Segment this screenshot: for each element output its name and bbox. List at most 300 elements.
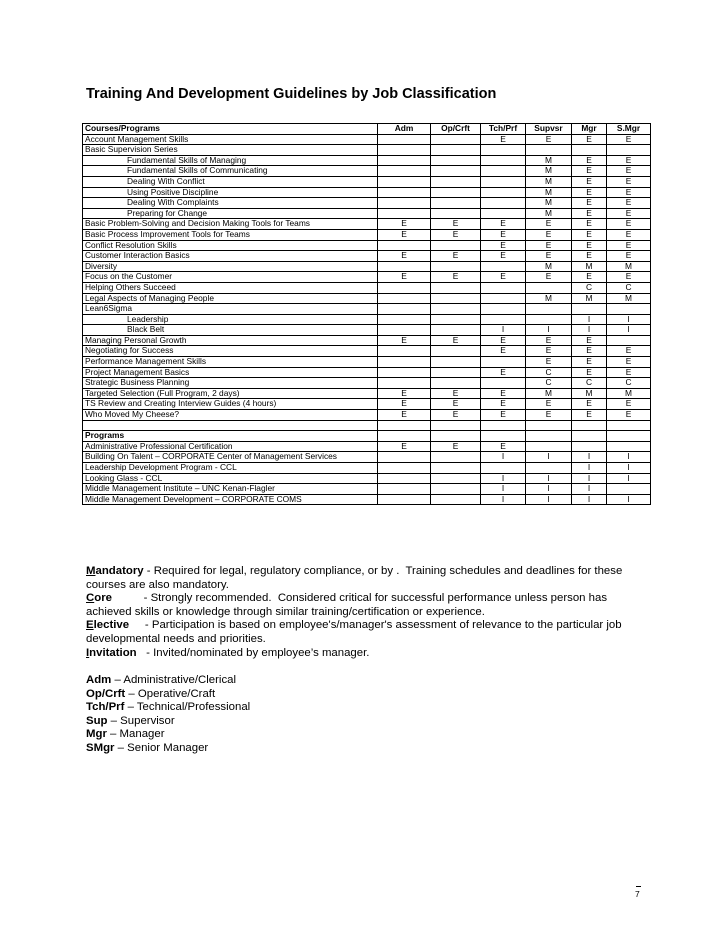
- classification-cell: M: [572, 388, 607, 399]
- abbreviation-meaning: – Senior Manager: [114, 741, 209, 754]
- classification-cell: [431, 431, 481, 442]
- classification-cell: [378, 134, 431, 145]
- classification-cell: E: [607, 399, 651, 410]
- classification-cell: E: [607, 229, 651, 240]
- classification-cell: [378, 473, 431, 484]
- abbreviation-code: Tch/Prf: [86, 701, 125, 714]
- abbreviation-meaning: – Operative/Craft: [125, 687, 216, 700]
- course-classification-table: [82, 123, 651, 505]
- classification-cell: E: [481, 229, 526, 240]
- table-row: [83, 272, 651, 283]
- classification-cell: C: [607, 378, 651, 389]
- classification-cell: [378, 304, 431, 315]
- classification-cell: [378, 261, 431, 272]
- classification-cell: I: [572, 484, 607, 495]
- classification-cell: [526, 304, 572, 315]
- classification-cell: E: [431, 251, 481, 262]
- table-row: [83, 176, 651, 187]
- classification-cell: E: [431, 335, 481, 346]
- classification-cell: [431, 420, 481, 431]
- course-name-cell: Focus on the Customer: [83, 272, 378, 283]
- classification-cell: [431, 282, 481, 293]
- abbreviation-meaning: – Manager: [106, 728, 165, 741]
- legend-term: Core: [86, 592, 112, 605]
- table-row: [83, 304, 651, 315]
- classification-cell: E: [481, 399, 526, 410]
- course-name-cell: Negotiating for Success: [83, 346, 378, 357]
- classification-cell: [378, 494, 431, 505]
- table-row: [83, 219, 651, 230]
- course-name-cell: [83, 420, 378, 431]
- classification-cell: E: [607, 176, 651, 187]
- classification-cell: E: [607, 208, 651, 219]
- classification-cell: I: [481, 494, 526, 505]
- classification-cell: [526, 420, 572, 431]
- classification-cell: [607, 441, 651, 452]
- classification-cell: E: [526, 272, 572, 283]
- classification-cell: [481, 208, 526, 219]
- abbreviation-meaning: – Supervisor: [107, 714, 175, 727]
- classification-cell: [378, 378, 431, 389]
- course-name-cell: Fundamental Skills of Managing: [83, 155, 378, 166]
- classification-cell: E: [526, 219, 572, 230]
- table-row: [83, 441, 651, 452]
- classification-cell: E: [526, 346, 572, 357]
- classification-cell: E: [526, 134, 572, 145]
- classification-cell: E: [572, 176, 607, 187]
- classification-cell: E: [607, 272, 651, 283]
- classification-cell: [378, 282, 431, 293]
- classification-cell: E: [572, 346, 607, 357]
- course-name-cell: Leadership: [83, 314, 378, 325]
- table-row: [83, 484, 651, 495]
- classification-cell: [481, 198, 526, 209]
- legend-elective: Elective - Participation is based on employee's/manager's assessment of relevance to the particular job developmental needs and priorities.: [86, 619, 625, 645]
- classification-cell: E: [607, 357, 651, 368]
- classification-cell: [378, 452, 431, 463]
- classification-cell: E: [431, 272, 481, 283]
- classification-cell: E: [378, 335, 431, 346]
- classification-cell: E: [572, 240, 607, 251]
- table-row: [83, 335, 651, 346]
- classification-cell: I: [526, 325, 572, 336]
- table-row: [83, 410, 651, 421]
- classification-cell: [378, 208, 431, 219]
- classification-cell: [378, 293, 431, 304]
- classification-cell: E: [378, 441, 431, 452]
- classification-cell: [378, 166, 431, 177]
- classification-cell: I: [481, 452, 526, 463]
- abbreviation-item: [86, 728, 250, 742]
- classification-cell: M: [607, 388, 651, 399]
- classification-cell: I: [572, 473, 607, 484]
- table-row: [83, 473, 651, 484]
- classification-cell: C: [526, 367, 572, 378]
- page-title: Training And Development Guidelines by Job Classification: [86, 86, 497, 102]
- course-name-cell: Basic Problem-Solving and Decision Making Tools for Teams: [83, 219, 378, 230]
- classification-cell: M: [526, 293, 572, 304]
- classification-cell: [572, 145, 607, 156]
- classification-cell: [481, 357, 526, 368]
- classification-cell: [431, 452, 481, 463]
- classification-cell: [481, 282, 526, 293]
- table-row: [83, 463, 651, 474]
- classification-cell: [431, 261, 481, 272]
- abbreviation-code: Adm: [86, 674, 112, 686]
- column-header: Courses/Programs: [83, 124, 378, 135]
- course-name-cell: Legal Aspects of Managing People: [83, 293, 378, 304]
- course-name-cell: Using Positive Discipline: [83, 187, 378, 198]
- classification-cell: E: [481, 410, 526, 421]
- classification-cell: E: [481, 346, 526, 357]
- table-row: [83, 134, 651, 145]
- table-row: [83, 388, 651, 399]
- classification-cell: E: [572, 410, 607, 421]
- course-name-cell: Basic Process Improvement Tools for Teams: [83, 229, 378, 240]
- abbreviation-code: Mgr: [86, 728, 107, 741]
- classification-cell: E: [607, 346, 651, 357]
- classification-cell: E: [607, 155, 651, 166]
- classification-cell: E: [572, 357, 607, 368]
- classification-cell: M: [526, 155, 572, 166]
- table-header-row: [83, 124, 651, 135]
- classification-cell: I: [572, 314, 607, 325]
- classification-cell: [378, 357, 431, 368]
- table-row: [83, 187, 651, 198]
- classification-cell: E: [607, 367, 651, 378]
- classification-cell: E: [481, 388, 526, 399]
- classification-cell: I: [526, 484, 572, 495]
- classification-cell: [378, 155, 431, 166]
- classification-cell: E: [572, 166, 607, 177]
- classification-cell: [378, 314, 431, 325]
- classification-cell: E: [607, 198, 651, 209]
- legend-core: Core - Strongly recommended. Considered critical for successful performance unless person has achieved skills or knowledge through similar training/certification or experience.: [86, 592, 611, 618]
- classification-cell: [431, 166, 481, 177]
- column-header: S.Mgr: [607, 124, 651, 135]
- classification-cell: [607, 420, 651, 431]
- abbreviation-meaning: – Administrative/Clerical: [111, 674, 237, 686]
- classification-cell: [481, 431, 526, 442]
- course-name-cell: Middle Management Institute – UNC Kenan-Flagler: [83, 484, 378, 495]
- classification-cell: [431, 155, 481, 166]
- course-name-cell: Building On Talent – CORPORATE Center of Management Services: [83, 452, 378, 463]
- classification-cell: M: [607, 293, 651, 304]
- classification-cell: M: [526, 261, 572, 272]
- classification-cell: I: [607, 452, 651, 463]
- table-row: [83, 431, 651, 442]
- course-name-cell: Performance Management Skills: [83, 357, 378, 368]
- classification-cell: [607, 304, 651, 315]
- abbreviation-list: [86, 674, 250, 756]
- course-name-cell: Helping Others Succeed: [83, 282, 378, 293]
- classification-cell: [526, 314, 572, 325]
- table-row: [83, 282, 651, 293]
- course-name-cell: Conflict Resolution Skills: [83, 240, 378, 251]
- classification-cell: [378, 346, 431, 357]
- classification-cell: E: [481, 219, 526, 230]
- classification-cell: M: [526, 388, 572, 399]
- table-row: [83, 240, 651, 251]
- classification-cell: E: [572, 208, 607, 219]
- column-header: Op/Crft: [431, 124, 481, 135]
- legend-term: Elective: [86, 619, 130, 632]
- classification-cell: M: [607, 261, 651, 272]
- classification-cell: E: [526, 240, 572, 251]
- classification-cell: E: [431, 229, 481, 240]
- course-name-cell: Account Management Skills: [83, 134, 378, 145]
- classification-cell: C: [572, 378, 607, 389]
- classification-cell: [431, 134, 481, 145]
- classification-cell: [481, 378, 526, 389]
- table-row: [83, 399, 651, 410]
- classification-cell: [481, 187, 526, 198]
- classification-cell: [431, 463, 481, 474]
- abbreviation-item: [86, 674, 250, 688]
- course-name-cell: Leadership Development Program - CCL: [83, 463, 378, 474]
- abbreviation-item: [86, 701, 250, 715]
- classification-cell: [431, 176, 481, 187]
- classification-cell: I: [481, 325, 526, 336]
- classification-cell: E: [431, 388, 481, 399]
- abbreviation-code: Sup: [86, 714, 108, 727]
- course-name-cell: Dealing With Complaints: [83, 198, 378, 209]
- classification-cell: E: [378, 251, 431, 262]
- course-name-cell: Basic Supervision Series: [83, 145, 378, 156]
- table-row: [83, 155, 651, 166]
- classification-cell: C: [526, 378, 572, 389]
- classification-cell: I: [607, 473, 651, 484]
- classification-cell: [378, 325, 431, 336]
- column-header: Adm: [378, 124, 431, 135]
- classification-cell: E: [572, 367, 607, 378]
- classification-cell: M: [526, 176, 572, 187]
- classification-cell: [607, 431, 651, 442]
- classification-cell: I: [607, 494, 651, 505]
- classification-cell: [481, 420, 526, 431]
- classification-cell: [431, 494, 481, 505]
- legend-mandatory: Mandatory - Required for legal, regulatory compliance, or by . Training schedules and deadlines for these courses are also mandatory.: [86, 565, 626, 591]
- classification-cell: M: [526, 166, 572, 177]
- classification-cell: E: [572, 335, 607, 346]
- classification-cell: E: [607, 134, 651, 145]
- classification-cell: E: [572, 155, 607, 166]
- classification-cell: E: [607, 240, 651, 251]
- table-row: [83, 378, 651, 389]
- abbreviation-item: [86, 715, 250, 729]
- classification-cell: [607, 335, 651, 346]
- classification-cell: M: [526, 187, 572, 198]
- classification-cell: [526, 463, 572, 474]
- classification-cell: E: [572, 251, 607, 262]
- classification-cell: E: [378, 272, 431, 283]
- classification-cell: [481, 166, 526, 177]
- classification-cell: E: [481, 272, 526, 283]
- classification-cell: I: [481, 473, 526, 484]
- classification-cell: [378, 240, 431, 251]
- course-name-cell: Administrative Professional Certification: [83, 441, 378, 452]
- classification-cell: [526, 145, 572, 156]
- classification-cell: I: [481, 484, 526, 495]
- classification-cell: E: [378, 388, 431, 399]
- classification-cell: E: [481, 134, 526, 145]
- abbreviation-item: [86, 742, 250, 756]
- legend-term: Invitation: [86, 646, 137, 659]
- classification-cell: E: [378, 410, 431, 421]
- classification-cell: E: [607, 187, 651, 198]
- classification-cell: [481, 145, 526, 156]
- classification-cell: E: [431, 410, 481, 421]
- course-name-cell: Dealing With Conflict: [83, 176, 378, 187]
- abbreviation-code: Op/Crft: [86, 687, 126, 700]
- classification-cell: [431, 378, 481, 389]
- course-name-cell: Managing Personal Growth: [83, 335, 378, 346]
- course-name-cell: Customer Interaction Basics: [83, 251, 378, 262]
- classification-cell: E: [378, 399, 431, 410]
- classification-cell: [481, 314, 526, 325]
- classification-cell: I: [572, 452, 607, 463]
- classification-cell: [378, 145, 431, 156]
- classification-cell: E: [572, 272, 607, 283]
- classification-cell: [378, 176, 431, 187]
- classification-cell: I: [607, 325, 651, 336]
- course-name-cell: Targeted Selection (Full Program, 2 days): [83, 388, 378, 399]
- table-row: [83, 145, 651, 156]
- table-row: [83, 229, 651, 240]
- classification-cell: C: [607, 282, 651, 293]
- classification-cell: E: [572, 134, 607, 145]
- table-row: [83, 166, 651, 177]
- course-name-cell: Fundamental Skills of Communicating: [83, 166, 378, 177]
- table-row: [83, 208, 651, 219]
- course-name-cell: Looking Glass - CCL: [83, 473, 378, 484]
- column-header: Mgr: [572, 124, 607, 135]
- classification-cell: [431, 357, 481, 368]
- course-name-cell: Middle Management Development – CORPORATE COMS: [83, 494, 378, 505]
- classification-cell: E: [572, 399, 607, 410]
- classification-cell: [572, 431, 607, 442]
- classification-cell: [526, 431, 572, 442]
- classification-cell: [431, 314, 481, 325]
- classification-cell: E: [526, 357, 572, 368]
- column-header: Supvsr: [526, 124, 572, 135]
- classification-cell: E: [481, 335, 526, 346]
- classification-cell: E: [378, 229, 431, 240]
- table-row: [83, 357, 651, 368]
- classification-cell: [431, 325, 481, 336]
- classification-cell: [431, 208, 481, 219]
- classification-cell: E: [431, 399, 481, 410]
- table-row: [83, 346, 651, 357]
- classification-cell: [431, 484, 481, 495]
- table-row: [83, 367, 651, 378]
- classification-cell: E: [607, 410, 651, 421]
- classification-cell: [378, 431, 431, 442]
- classification-cell: C: [572, 282, 607, 293]
- classification-cell: E: [572, 229, 607, 240]
- classification-cell: E: [526, 335, 572, 346]
- classification-cell: [572, 420, 607, 431]
- classification-cell: [378, 367, 431, 378]
- classification-cell: [481, 176, 526, 187]
- classification-cell: [431, 304, 481, 315]
- classification-cell: M: [572, 261, 607, 272]
- abbreviation-meaning: – Technical/Professional: [124, 701, 251, 714]
- classification-cell: [431, 473, 481, 484]
- course-name-cell: Preparing for Change: [83, 208, 378, 219]
- course-name-cell: Who Moved My Cheese?: [83, 410, 378, 421]
- course-name-cell: Project Management Basics: [83, 367, 378, 378]
- classification-cell: E: [607, 219, 651, 230]
- abbreviation-item: [86, 688, 250, 702]
- classification-cell: E: [431, 441, 481, 452]
- classification-cell: E: [572, 198, 607, 209]
- legend-invitation: Invitation - Invited/nominated by employee’s manager.: [86, 646, 370, 659]
- classification-cell: E: [607, 166, 651, 177]
- classification-cell: I: [526, 452, 572, 463]
- course-name-cell: TS Review and Creating Interview Guides (4 hours): [83, 399, 378, 410]
- table-body: [83, 134, 651, 505]
- classification-cell: I: [526, 473, 572, 484]
- classification-cell: [431, 187, 481, 198]
- table-row: [83, 198, 651, 209]
- classification-cell: [378, 198, 431, 209]
- classification-cell: E: [572, 187, 607, 198]
- classification-cell: [481, 293, 526, 304]
- classification-cell: I: [607, 314, 651, 325]
- classification-cell: [481, 304, 526, 315]
- table-row: [83, 251, 651, 262]
- classification-cell: [607, 145, 651, 156]
- table-row: [83, 314, 651, 325]
- classification-cell: I: [572, 463, 607, 474]
- classification-cell: E: [526, 251, 572, 262]
- classification-cell: E: [526, 399, 572, 410]
- classification-cell: [526, 282, 572, 293]
- course-name-cell: Programs: [83, 431, 378, 442]
- classification-cell: E: [526, 229, 572, 240]
- course-name-cell: Lean6Sigma: [83, 304, 378, 315]
- classification-cell: E: [378, 219, 431, 230]
- classification-cell: [431, 346, 481, 357]
- classification-cell: M: [526, 198, 572, 209]
- table-row: [83, 261, 651, 272]
- classification-cell: [378, 484, 431, 495]
- classification-cell: I: [572, 325, 607, 336]
- abbreviation-code: SMgr: [86, 741, 115, 754]
- table-row: [83, 494, 651, 505]
- legend-term: Mandatory: [86, 565, 144, 577]
- classification-cell: [431, 145, 481, 156]
- column-header: Tch/Prf: [481, 124, 526, 135]
- table-row: [83, 420, 651, 431]
- classification-cell: I: [572, 494, 607, 505]
- classification-cell: E: [607, 251, 651, 262]
- classification-cell: M: [572, 293, 607, 304]
- classification-cell: [607, 484, 651, 495]
- classification-cell: E: [481, 251, 526, 262]
- classification-cell: [572, 441, 607, 452]
- course-name-cell: Diversity: [83, 261, 378, 272]
- table-row: [83, 293, 651, 304]
- course-name-cell: Black Belt: [83, 325, 378, 336]
- classification-cell: [431, 198, 481, 209]
- table-row: [83, 452, 651, 463]
- table-row: [83, 325, 651, 336]
- classification-cell: [572, 304, 607, 315]
- classification-cell: E: [526, 410, 572, 421]
- classification-cell: [481, 155, 526, 166]
